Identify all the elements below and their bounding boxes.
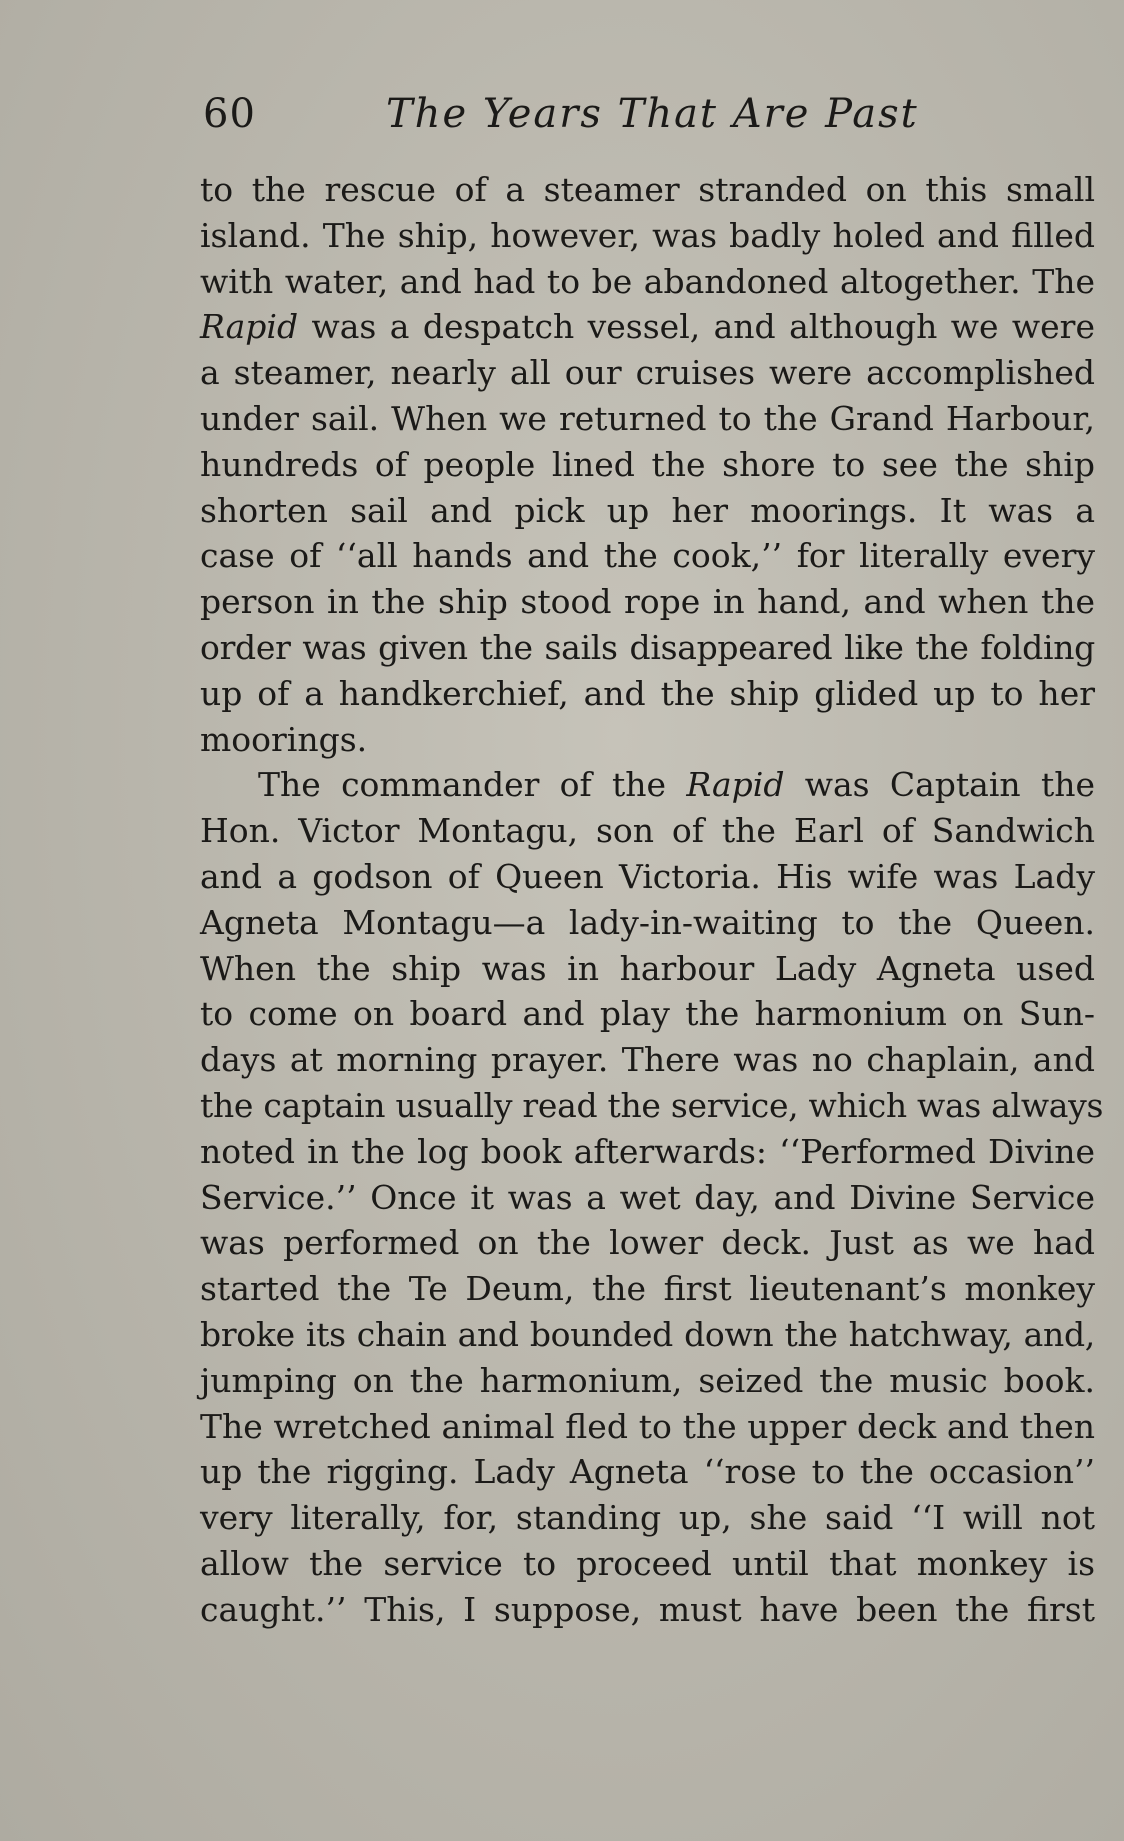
text-line: order was given the sails disappeared like the folding — [200, 627, 1095, 667]
text-line: The wretched animal fled to the upper deck and then — [200, 1406, 1095, 1446]
text-line: noted in the log book afterwards: ‘‘Performed Divine — [200, 1131, 1095, 1171]
text-line: under sail. When we returned to the Grand Harbour, — [200, 398, 1095, 438]
book-title: The Years That Are Past — [386, 91, 919, 137]
text-line: jumping on the harmonium, seized the music book. — [200, 1360, 1095, 1400]
text-line: up of a handkerchief, and the ship glided up to her — [200, 673, 1095, 713]
text-line: Hon. Victor Montagu, son of the Earl of Sandwich — [200, 811, 1095, 851]
text-line: island. The ship, however, was badly holed and filled — [200, 215, 1095, 255]
text-line: the captain usually read the service, which was always — [200, 1085, 1104, 1125]
text-line: days at morning prayer. There was no chaplain, and — [200, 1040, 1095, 1080]
text-line: started the Te Deum, the first lieutenant’s monkey — [200, 1269, 1095, 1309]
text-line: When the ship was in harbour Lady Agneta used — [200, 948, 1095, 988]
text-line: person in the ship stood rope in hand, and when the — [200, 582, 1095, 622]
running-head — [203, 84, 1093, 144]
text-line: shorten sail and pick up her moorings. It was a — [200, 490, 1095, 530]
ship-name: Rapid — [686, 765, 785, 805]
text-line: a steamer, nearly all our cruises were accomplished — [200, 353, 1095, 393]
text-line: to come on board and play the harmonium on Sun- — [200, 994, 1095, 1034]
paragraph-start-line: The commander of the Rapid was Captain the — [258, 765, 1095, 805]
text-line: was performed on the lower deck. Just as we had — [200, 1223, 1095, 1263]
text-line: and a godson of Queen Victoria. His wife was Lady — [200, 856, 1095, 896]
text-line: broke its chain and bounded down the hatchway, and, — [200, 1314, 1095, 1354]
text-line: Agneta Montagu—a lady-in-waiting to the Queen. — [200, 902, 1095, 942]
text-line: Rapid was a despatch vessel, and although we were — [200, 307, 1095, 347]
text-line: case of ‘‘all hands and the cook,’’ for literally every — [200, 536, 1095, 576]
text-line: Service.’’ Once it was a wet day, and Divine Service — [200, 1177, 1095, 1217]
text-line: caught.’’ This, I suppose, must have been the first — [200, 1589, 1095, 1629]
text-line: very literally, for, standing up, she said ‘‘I will not — [200, 1498, 1095, 1538]
text-line: allow the service to proceed until that monkey is — [200, 1543, 1095, 1583]
text-line: hundreds of people lined the shore to see the ship — [200, 444, 1095, 484]
text-line: with water, and had to be abandoned altogether. The — [200, 261, 1095, 301]
page-number: 60 — [203, 91, 256, 137]
body-text — [200, 167, 1104, 1633]
text-line: up the rigging. Lady Agneta ‘‘rose to the occasion’’ — [200, 1452, 1095, 1492]
ship-name: Rapid — [200, 307, 299, 347]
paragraph-end-line: moorings. — [200, 719, 368, 759]
text-line: to the rescue of a steamer stranded on this small — [200, 170, 1095, 209]
